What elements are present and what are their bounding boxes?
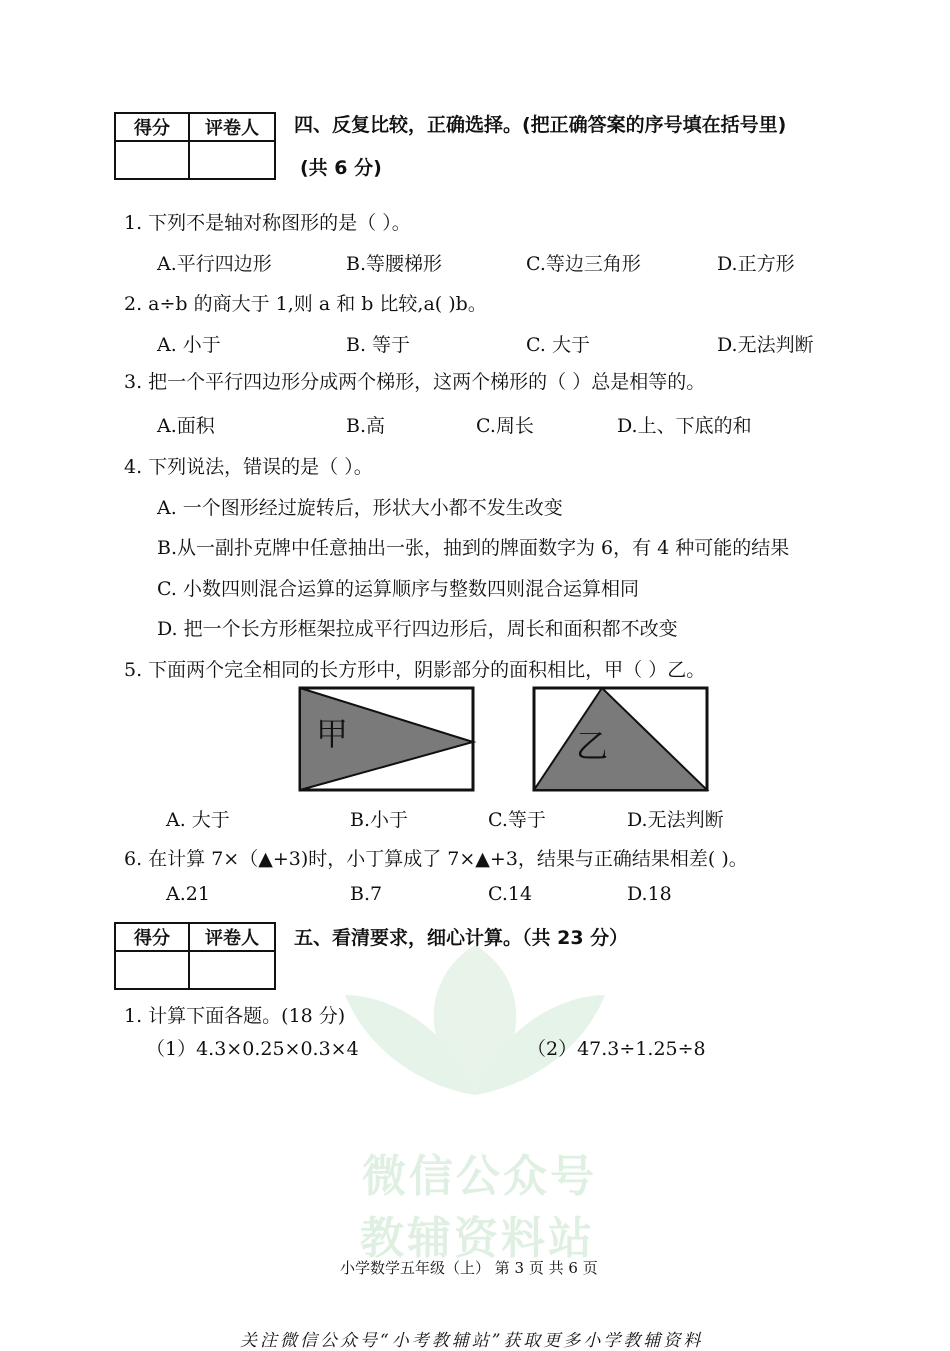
score-label: 得分	[115, 113, 189, 141]
question-3: 3. 把一个平行四边形分成两个梯形，这两个梯形的（ ）总是相等的。	[124, 371, 706, 393]
q2-option-b: B. 等于	[346, 334, 411, 356]
q6-option-a: A.21	[166, 883, 210, 905]
q5-option-c: C.等于	[488, 809, 546, 831]
score-box-section4	[114, 112, 276, 180]
calc-item-1: （1）4.3×0.25×0.3×4	[146, 1038, 359, 1060]
q2-option-d: D.无法判断	[717, 334, 814, 356]
score-label: 得分	[115, 923, 189, 951]
q5-option-a: A. 大于	[166, 809, 230, 831]
q6-option-d: D.18	[627, 883, 672, 905]
q4-option-a: A. 一个图形经过旋转后，形状大小都不发生改变	[157, 497, 563, 519]
bottom-note: 关注微信公众号“小考教辅站”获取更多小学教辅资料	[240, 1331, 704, 1351]
figure-label-jia: 甲	[316, 715, 349, 753]
question-2: 2. a÷b 的商大于 1,则 a 和 b 比较,a( )b。	[124, 293, 487, 315]
q3-option-a: A.面积	[157, 415, 215, 437]
score-cell[interactable]	[115, 951, 189, 989]
q3-option-c: C.周长	[476, 415, 534, 437]
question-1: 1. 下列不是轴对称图形的是（ ）。	[124, 212, 411, 234]
section5-title: 五、看清要求，细心计算。（共 23 分）	[294, 927, 629, 949]
q6-option-b: B.7	[350, 883, 383, 905]
score-cell[interactable]	[115, 141, 189, 179]
q6-option-c: C.14	[488, 883, 533, 905]
calc-item-2: （2）47.3÷1.25÷8	[527, 1038, 706, 1060]
q3-option-b: B.高	[346, 415, 386, 437]
page-footer: 小学数学五年级（上） 第 3 页 共 6 页	[340, 1259, 598, 1277]
q4-option-d: D. 把一个长方形框架拉成平行四边形后，周长和面积都不改变	[157, 618, 678, 640]
section4-title: 四、反复比较，正确选择。(把正确答案的序号填在括号里)	[294, 114, 787, 136]
q4-option-c: C. 小数四则混合运算的运算顺序与整数四则混合运算相同	[157, 578, 639, 600]
watermark-line2: 教辅资料站	[360, 1213, 595, 1264]
question-6: 6. 在计算 7×（▲+3)时，小丁算成了 7×▲+3，结果与正确结果相差( )。	[124, 848, 748, 870]
q5-option-b: B.小于	[350, 809, 409, 831]
q1-option-d: D.正方形	[717, 253, 795, 275]
q1-option-a: A.平行四边形	[157, 253, 272, 275]
section4-points: (共 6 分)	[300, 157, 382, 179]
watermark-logo-icon	[335, 935, 615, 1105]
watermark-line1: 微信公众号	[362, 1151, 597, 1202]
q2-option-c: C. 大于	[526, 334, 590, 356]
figure-rectangle-jia	[296, 685, 478, 795]
question-5: 5. 下面两个完全相同的长方形中，阴影部分的面积相比，甲（ ）乙。	[124, 659, 706, 681]
q4-option-b: B.从一副扑克牌中任意抽出一张，抽到的牌面数字为 6，有 4 种可能的结果	[157, 537, 790, 559]
q5-option-d: D.无法判断	[627, 809, 724, 831]
s5-question-1: 1. 计算下面各题。(18 分)	[124, 1005, 346, 1027]
score-box-section5	[114, 922, 276, 990]
figure-label-yi: 乙	[576, 727, 609, 765]
q2-option-a: A. 小于	[157, 334, 221, 356]
grader-cell[interactable]	[189, 951, 275, 989]
grader-label: 评卷人	[189, 923, 275, 951]
question-4: 4. 下列说法，错误的是（ ）。	[124, 456, 373, 478]
grader-cell[interactable]	[189, 141, 275, 179]
grader-label: 评卷人	[189, 113, 275, 141]
figure-rectangle-yi	[530, 685, 712, 795]
q1-option-c: C.等边三角形	[526, 253, 641, 275]
q1-option-b: B.等腰梯形	[346, 253, 443, 275]
q3-option-d: D.上、下底的和	[617, 415, 752, 437]
